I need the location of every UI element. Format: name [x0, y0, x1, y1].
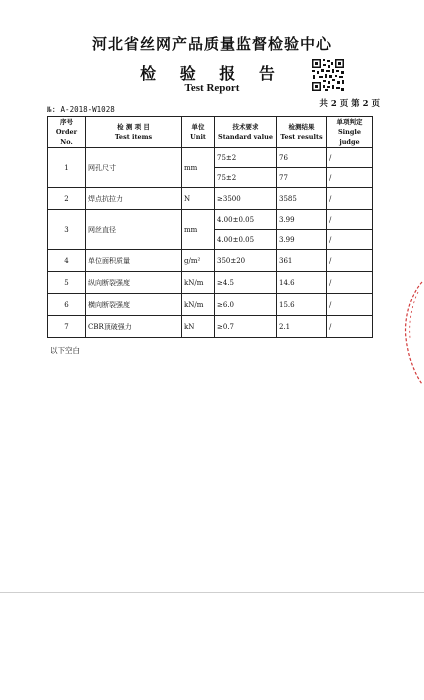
standard-cell: 4.00±0.05: [215, 230, 277, 250]
table-row: [48, 294, 373, 316]
standard-cell: 4.00±0.05: [215, 210, 277, 230]
unit-cell: g/m²: [182, 250, 215, 272]
result-cell: 3585: [277, 188, 327, 210]
result-cell: 15.6: [277, 294, 327, 316]
judge-cell: /: [327, 316, 373, 338]
standard-cell: ≥4.5: [215, 272, 277, 294]
order-no-cell: 3: [48, 210, 86, 250]
result-cell: 77: [277, 168, 327, 188]
order-no-cell: 1: [48, 148, 86, 188]
col-header-result: 检测结果 Test results: [277, 117, 327, 148]
order-no-cell: 4: [48, 250, 86, 272]
table-row: [48, 250, 373, 272]
seal-stamp-icon: [398, 278, 424, 388]
table-header-row: [48, 117, 373, 148]
order-no-cell: 2: [48, 188, 86, 210]
standard-cell: 75±2: [215, 168, 277, 188]
judge-cell: /: [327, 188, 373, 210]
test-item-cell: 纵向断裂强度: [86, 272, 182, 294]
standard-cell: 75±2: [215, 148, 277, 168]
unit-cell: mm: [182, 210, 215, 250]
test-item-cell: 网丝直径: [86, 210, 182, 250]
judge-cell: /: [327, 210, 373, 230]
col-header-standard: 技术要求 Standard value: [215, 117, 277, 148]
report-title-en: Test Report: [184, 82, 240, 94]
results-table: [47, 116, 373, 338]
end-note: 以下空白: [50, 346, 80, 355]
table-row: [48, 210, 373, 230]
test-item-cell: 横向断裂强度: [86, 294, 182, 316]
report-title-cn: 检 验 报 告: [140, 64, 284, 83]
unit-cell: kN/m: [182, 272, 215, 294]
test-item-cell: 单位面积质量: [86, 250, 182, 272]
unit-cell: N: [182, 188, 215, 210]
table-row: [48, 316, 373, 338]
test-item-cell: CBR顶破强力: [86, 316, 182, 338]
judge-cell: /: [327, 168, 373, 188]
table-row: [48, 148, 373, 168]
col-header-order: 序号 Order No.: [48, 117, 86, 148]
organization-name: 河北省丝网产品质量监督检验中心: [91, 35, 332, 53]
order-no-cell: 6: [48, 294, 86, 316]
test-item-cell: 焊点抗拉力: [86, 188, 182, 210]
judge-cell: /: [327, 250, 373, 272]
unit-cell: kN/m: [182, 294, 215, 316]
standard-cell: 350±20: [215, 250, 277, 272]
standard-cell: ≥3500: [215, 188, 277, 210]
result-cell: 2.1: [277, 316, 327, 338]
report-number: №: A-2018-W1028: [47, 105, 115, 114]
table-row: [48, 272, 373, 294]
col-header-unit: 单位 Unit: [182, 117, 215, 148]
result-cell: 76: [277, 148, 327, 168]
result-cell: 14.6: [277, 272, 327, 294]
standard-cell: ≥6.0: [215, 294, 277, 316]
judge-cell: /: [327, 272, 373, 294]
judge-cell: /: [327, 148, 373, 168]
judge-cell: /: [327, 294, 373, 316]
result-cell: 3.99: [277, 230, 327, 250]
unit-cell: mm: [182, 148, 215, 188]
col-header-judge: 单项判定 Single judge: [327, 117, 373, 148]
qr-code-icon: [311, 58, 345, 92]
judge-cell: /: [327, 230, 373, 250]
page-number: 共 2 页 第 2 页: [319, 99, 380, 109]
order-no-cell: 5: [48, 272, 86, 294]
result-cell: 361: [277, 250, 327, 272]
standard-cell: ≥0.7: [215, 316, 277, 338]
table-row: [48, 188, 373, 210]
result-cell: 3.99: [277, 210, 327, 230]
test-item-cell: 网孔尺寸: [86, 148, 182, 188]
unit-cell: kN: [182, 316, 215, 338]
order-no-cell: 7: [48, 316, 86, 338]
col-header-item: 检 测 项 目 Test items: [86, 117, 182, 148]
